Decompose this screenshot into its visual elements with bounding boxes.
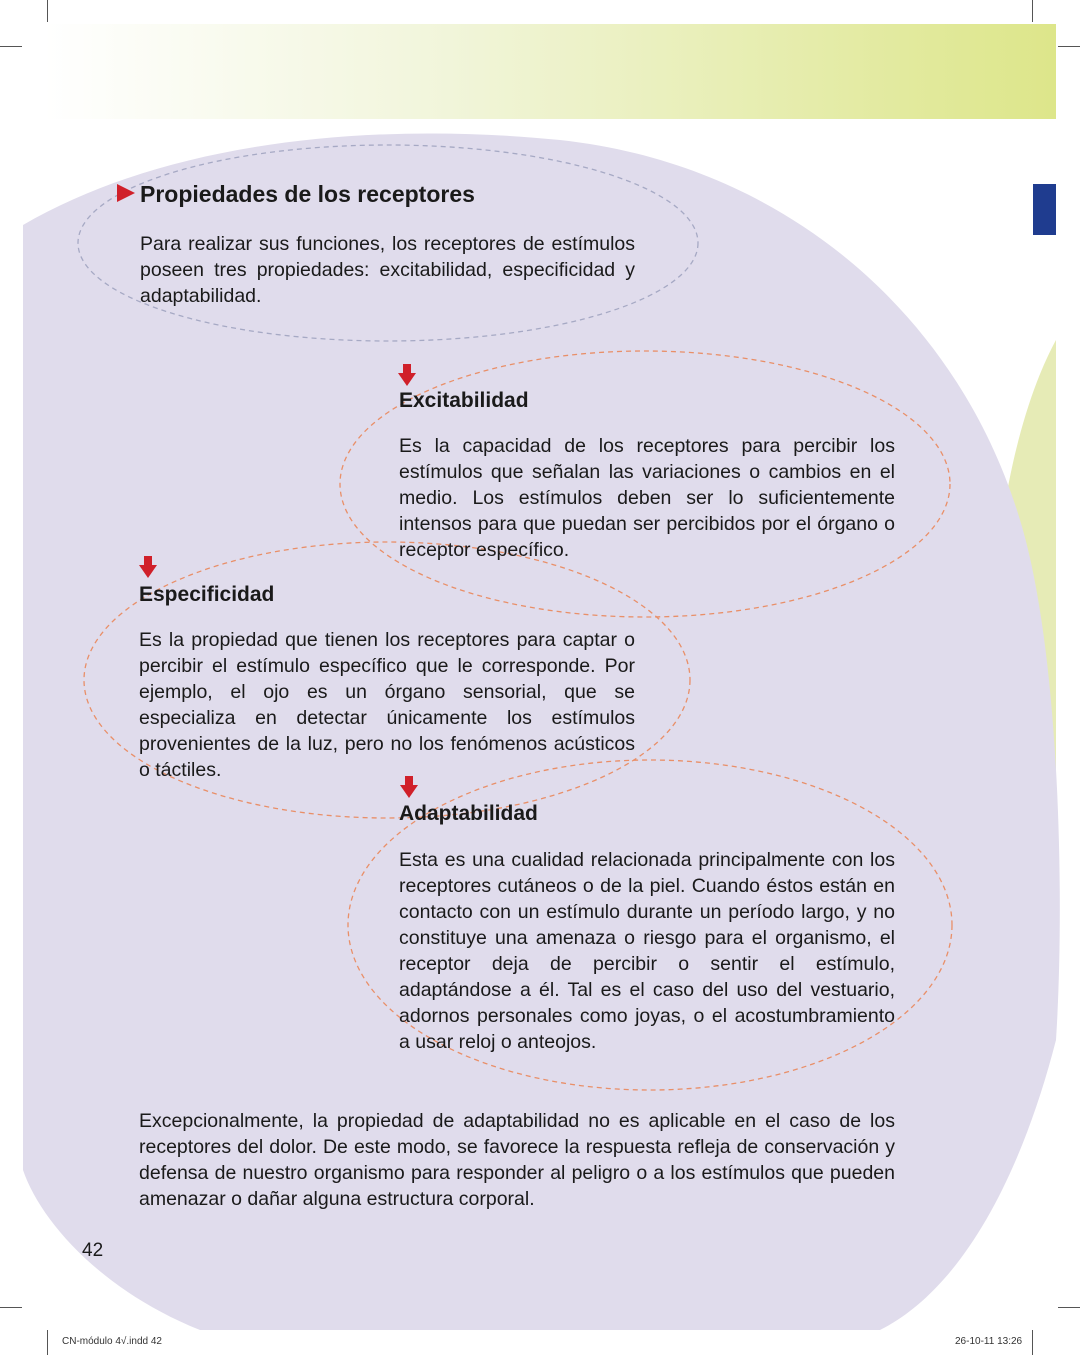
section-title: Propiedades de los receptores [140,181,475,207]
page-number: 42 [82,1240,104,1261]
adaptabilidad-paragraph: Esta es una cualidad relacionada principalmente con los receptores cutáneos o de la piel. Cuando éstos están en contacto con un estímulo durante un período largo, y no constituye una amenaza o riesgo para el organismo, el receptor deja de percibir o sentir el estímulo, adaptándose a él. Tal es el caso del uso del vestuario, adornos personales como joyas, o el acostumbramiento a usar reloj o anteojos. [399,849,895,1053]
arrow-down-icon [400,776,418,798]
intro-paragraph: Para realizar sus funciones, los receptores de estímulos poseen tres propiedades: excitabilidad, especificidad y adaptabilidad. [140,233,635,307]
section-tab [1033,184,1056,235]
closing-paragraph: Excepcionalmente, la propiedad de adaptabilidad no es aplicable en el caso de los receptores del dolor. De este modo, se favorece la respuesta refleja de conservación y defensa de nuestro organismo para responder al peligro o a los estímulos que pueden amenazar o dañar alguna estructura corporal. [139,1110,895,1210]
footer-filename: CN-módulo 4√.indd 42 [62,1336,162,1347]
excitabilidad-title: Excitabilidad [399,389,529,412]
footer-timestamp: 26-10-11 13:26 [955,1336,1023,1347]
arrow-down-icon [139,556,157,578]
excitabilidad-paragraph: Es la capacidad de los receptores para percibir los estímulos que señalan las variaciones o cambios en el medio. Los estímulos deben ser lo suficientemente intensos para que puedan ser percibidos por el órgano o receptor específico. [399,435,895,561]
especificidad-title: Especificidad [139,583,275,606]
adaptabilidad-title: Adaptabilidad [399,802,538,825]
especificidad-paragraph: Es la propiedad que tienen los receptores para captar o percibir el estímulo específico que le corresponde. Por ejemplo, el ojo es un órgano sensorial, que se especializa en detectar únicamente los estímulos provenientes de la luz, pero no los fenómenos acústicos o táctiles. [139,629,635,781]
arrow-down-icon [398,364,416,386]
